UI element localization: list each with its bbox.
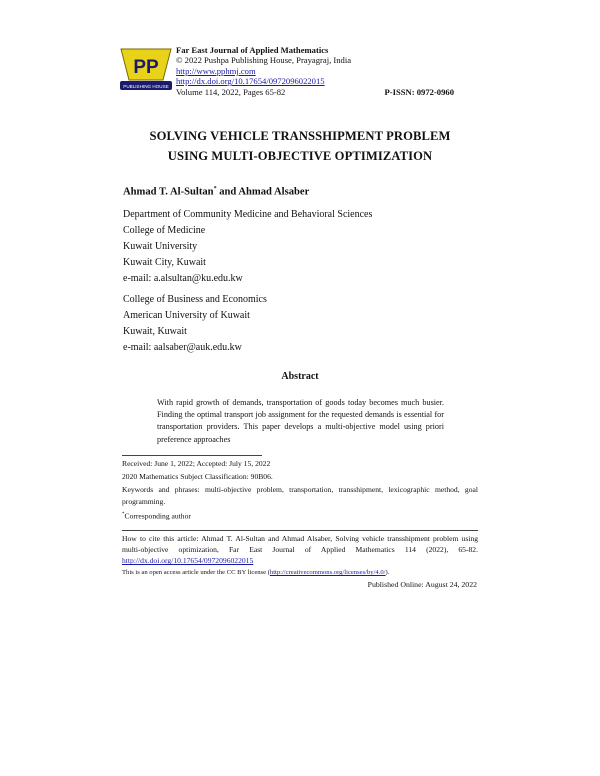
- journal-name: Far East Journal of Applied Mathematics: [176, 45, 329, 55]
- received-date: Received: June 1, 2022; Accepted: July 15, 2022: [122, 459, 271, 468]
- license-text: This is an open access article under the CC BY license (: [122, 569, 270, 576]
- affiliation-1: [123, 207, 372, 287]
- doi-link[interactable]: http://dx.doi.org/10.17654/0972096022015: [176, 76, 325, 87]
- aff1-line: Kuwait University: [123, 241, 198, 252]
- aff2-line: American University of Kuwait: [123, 310, 250, 321]
- msc-classification: 2020 Mathematics Subject Classification: 90B06.: [122, 472, 273, 482]
- citation-divider: [122, 530, 478, 531]
- aff1-line: Department of Community Medicine and Behavioral Sciences: [123, 209, 373, 220]
- aff1-line: Kuwait City, Kuwait: [123, 257, 206, 268]
- corr-mark: *: [122, 511, 125, 517]
- authors: [123, 186, 309, 198]
- aff1-email: e-mail: a.alsultan@ku.edu.kw: [123, 273, 243, 284]
- logo-letters: PP: [133, 57, 159, 78]
- aff1-line: College of Medicine: [123, 225, 206, 236]
- citation-block: [122, 533, 478, 567]
- license-link[interactable]: http://creativecommons.org/licenses/by/4.0/: [269, 569, 386, 576]
- volume-info: Volume 114, 2022, Pages 65-82: [176, 86, 286, 97]
- abstract-paragraph: With rapid growth of demands, transportation of goods today becomes much busier. Finding the optimal transport job assignment for the requested demands is essential for transportation providers. This paper develops a multi-objective model using priori preference approaches: [157, 398, 444, 444]
- copyright: © 2022 Pushpa Publishing House, Prayagraj, India: [176, 55, 352, 66]
- title-line-2: USING MULTI-OBJECTIVE OPTIMIZATION: [167, 149, 433, 163]
- publisher-logo: [117, 46, 175, 94]
- logo-ribbon: PUBLISHING HOUSE: [123, 84, 169, 89]
- license-end: ).: [385, 569, 390, 576]
- corresponding-author: Corresponding author: [124, 511, 191, 521]
- pissn: P-ISSN: 0972-0960: [384, 87, 454, 97]
- aff2-line: Kuwait, Kuwait: [123, 326, 187, 337]
- journal-header: [176, 45, 351, 97]
- published-online: Published Online: August 24, 2022: [367, 580, 477, 589]
- journal-url-link[interactable]: http://www.pphmj.com: [176, 65, 256, 76]
- aff2-email: e-mail: aalsaber@auk.edu.kw: [123, 342, 242, 353]
- footnotes: [122, 458, 478, 522]
- corresponding-mark: *: [213, 186, 217, 192]
- affiliation-2: [123, 292, 267, 356]
- footnote-divider: [122, 455, 262, 456]
- paper-title: [0, 126, 600, 166]
- license-note: [122, 567, 478, 578]
- abstract-text: [157, 397, 444, 446]
- title-line-1: SOLVING VEHICLE TRANSSHIPMENT PROBLEM: [149, 129, 451, 143]
- citation-text: How to cite this article: Ahmad T. Al-Sultan and Ahmad Alsaber, Solving vehicle transshipment problem using multi-objective optimization, Far East Journal of Applied Mathematics 114 (2022), 65-82.: [122, 534, 478, 555]
- keywords: Keywords and phrases: multi-objective problem, transportation, transshipment, lexicographic method, goal programming.: [122, 485, 478, 506]
- abstract-heading: Abstract: [281, 371, 319, 382]
- citation-doi-link[interactable]: http://dx.doi.org/10.17654/0972096022015: [122, 556, 254, 566]
- author-rest: and Ahmad Alsaber: [216, 186, 310, 198]
- aff2-line: College of Business and Economics: [123, 294, 267, 305]
- author-first: Ahmad T. Al-Sultan: [123, 186, 214, 198]
